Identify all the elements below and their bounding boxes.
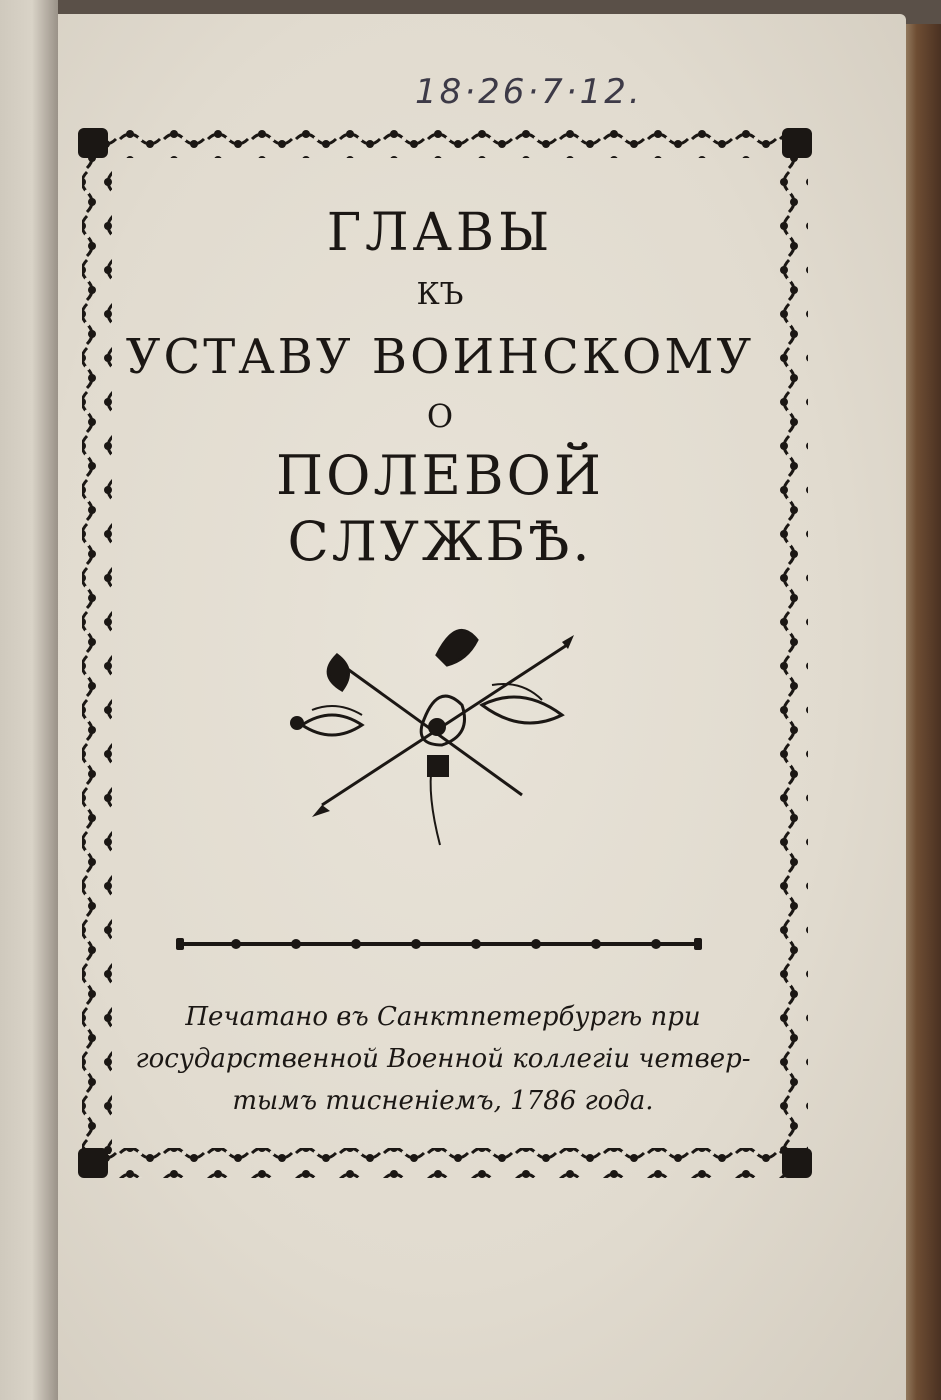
imprint-line-3: тымъ тисненіемъ, 1786 года. xyxy=(232,1086,654,1116)
title-line-1: ГЛАВЫ xyxy=(326,203,554,263)
facing-page-edge xyxy=(0,0,58,1400)
handwritten-shelfmark: 18·26·7·12. xyxy=(415,72,643,112)
title-line-5: ПОЛЕВОЙ СЛУЖБѢ. xyxy=(276,444,604,573)
imprint-block xyxy=(118,996,768,1122)
imprint-line-1: Печатано въ Санктпетербургѣ при xyxy=(185,1002,701,1032)
title-block xyxy=(120,185,760,575)
military-trophy-vignette xyxy=(282,605,592,850)
title-line-2: КЪ xyxy=(416,277,464,312)
imprint-line-2: государственной Военной коллегіи четвер- xyxy=(135,1044,751,1074)
ornamental-rule xyxy=(176,936,702,952)
title-line-3: УСТАВУ ВОИНСКОМУ xyxy=(125,329,755,385)
title-line-4: О xyxy=(426,397,454,435)
